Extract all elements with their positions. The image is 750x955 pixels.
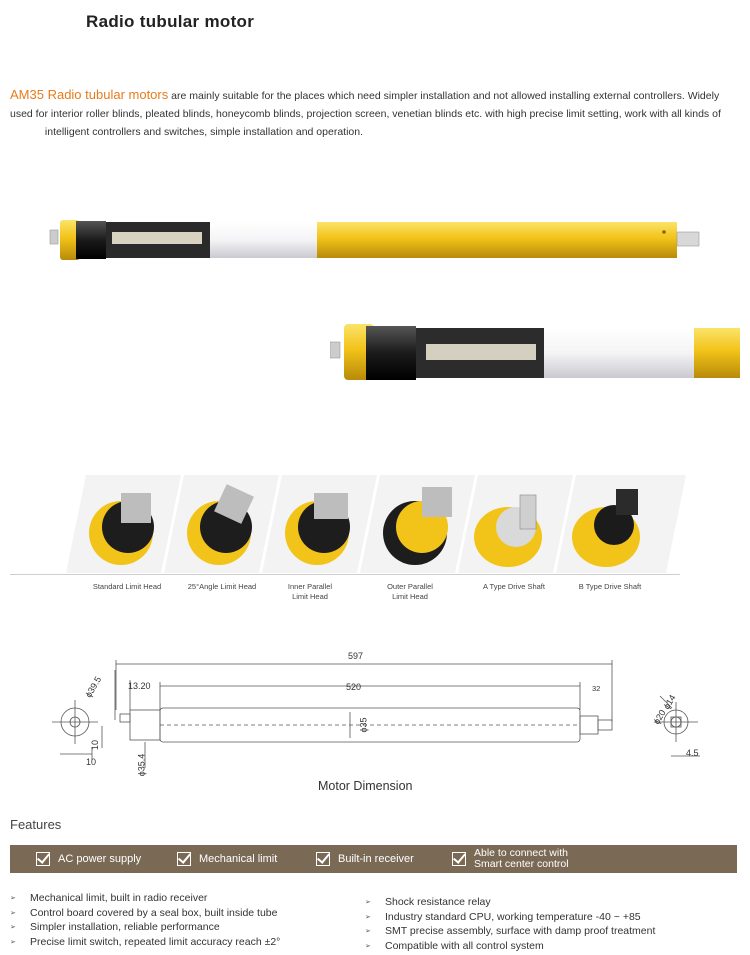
dim-tube-length: 520 — [346, 682, 362, 692]
caption-standard-head: Standard Limit Head — [92, 582, 162, 591]
dim-head-diameter: ϕ35.4 — [136, 753, 147, 777]
features-title: Features — [10, 817, 62, 832]
dim-right-diameter-14: ϕ14 — [661, 692, 678, 712]
dim-total-length: 597 — [348, 651, 364, 661]
caption-25-angle-head: 25°Angle Limit Head — [187, 582, 257, 591]
dim-left-diameter: ϕ39.5 — [83, 674, 104, 700]
checkbox-icon — [177, 852, 191, 866]
head-thumbnails — [66, 475, 686, 575]
intro-text-1: are mainly suitable for the places which need simpler installation and not allowed installing external controllers. Widely used for interior roller blinds, pleated blinds, honeycomb blinds, projection screen, venetian blinds etc. with high precise limit setting, work with all kinds of — [10, 90, 721, 120]
caption-outer-parallel-head: Outer Parallel Limit Head — [387, 582, 433, 601]
list-item: ➢ SMT precise assembly, surface with damp proof treatment — [365, 924, 655, 939]
list-item: ➢ Shock resistance relay — [365, 895, 655, 910]
dim-head-length: 13.20 — [128, 681, 151, 691]
caption-b-type-shaft: B Type Drive Shaft — [578, 582, 642, 591]
dim-left-height: 10 — [90, 739, 101, 751]
dim-left-width: 10 — [86, 757, 97, 767]
dimension-title: Motor Dimension — [318, 779, 413, 793]
caption-a-type-shaft: A Type Drive Shaft — [483, 582, 545, 591]
caption-inner-parallel-head: Inner Parallel Limit Head — [287, 582, 333, 601]
checkbox-icon — [36, 852, 50, 866]
feature-mechanical-limit: Mechanical limit — [177, 845, 277, 873]
list-item: ➢ Control board covered by a seal box, built inside tube — [10, 906, 280, 921]
page-title: Radio tubular motor — [86, 12, 255, 31]
motor-cutaway-photo — [330, 320, 740, 386]
feature-ac-power: AC power supply — [36, 845, 141, 873]
features-list-right — [365, 895, 655, 953]
dim-tube-diameter: ϕ35 — [358, 717, 369, 733]
motor-full-photo — [40, 212, 710, 268]
intro-text-2: intelligent controllers and switches, simple installation and operation. — [44, 126, 364, 138]
thumbnail-divider — [10, 574, 680, 575]
list-item: ➢ Precise limit switch, repeated limit accuracy reach ±2° — [10, 935, 280, 950]
feature-built-in-receiver: Built-in receiver — [316, 845, 414, 873]
list-item: ➢ Industry standard CPU, working temperature -40 ~ +85 — [365, 910, 655, 925]
dim-right-width: 4.5 — [686, 748, 699, 758]
dim-shaft-length: 32 — [592, 684, 601, 693]
dim-right-diameter-20: ϕ20 — [651, 707, 668, 727]
features-bar — [10, 845, 737, 873]
list-item: ➢ Mechanical limit, built in radio receiver — [10, 891, 280, 906]
intro-paragraph — [10, 86, 742, 141]
checkbox-icon — [452, 852, 466, 866]
list-item: ➢ Simpler installation, reliable performance — [10, 920, 280, 935]
checkbox-icon — [316, 852, 330, 866]
list-item: ➢ Compatible with all control system — [365, 939, 655, 954]
intro-highlight: AM35 Radio tubular motors — [10, 87, 169, 102]
feature-smart-center: Able to connect with Smart center control — [452, 845, 569, 873]
features-list-left — [10, 891, 280, 949]
